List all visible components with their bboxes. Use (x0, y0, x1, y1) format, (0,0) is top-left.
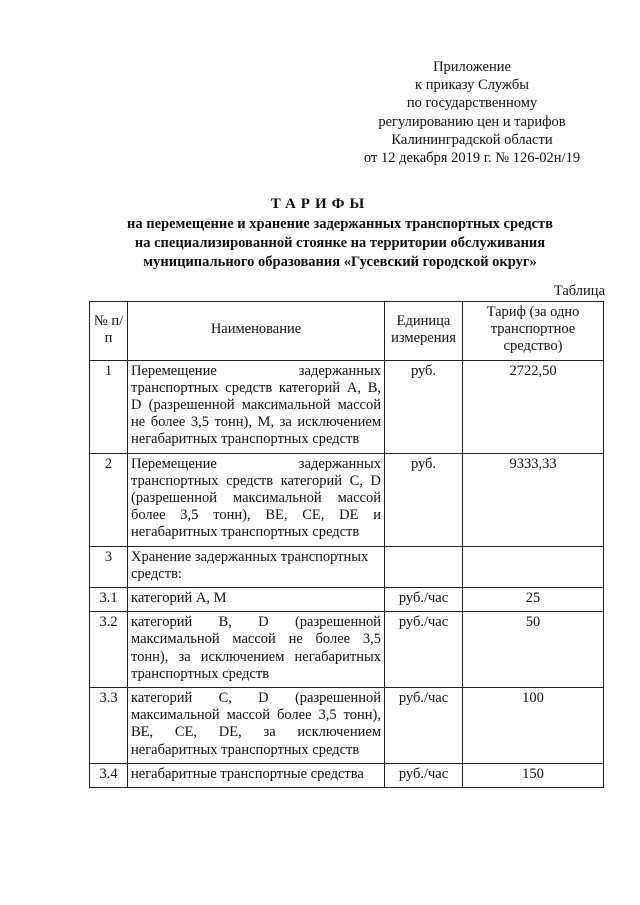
row-name: негабаритные транспортные средства (128, 763, 385, 787)
row-unit (385, 546, 463, 587)
table-row (90, 612, 604, 688)
row-tariff: 25 (463, 588, 604, 612)
row-tariff (463, 546, 604, 587)
row-num: 3 (90, 546, 128, 587)
row-tariff: 9333,33 (463, 453, 604, 546)
row-tariff: 50 (463, 612, 604, 688)
row-unit: руб./час (385, 688, 463, 764)
row-num: 2 (90, 453, 128, 546)
tariffs-table (89, 301, 604, 788)
row-unit: руб. (385, 360, 463, 453)
row-name: категорий B, D (разрешенной максимальной массой не более 3,5 тонн), за исключением негабаритных транспортных средств (128, 612, 385, 688)
table-row (90, 763, 604, 787)
document-subtitle (60, 215, 620, 272)
row-unit: руб./час (385, 763, 463, 787)
table-label: Таблица (553, 283, 605, 299)
row-name: категорий C, D (разрешенной максимальной массой более 3,5 тонн), BE, CE, DE, за исключением негабаритных транспортных средств (128, 688, 385, 764)
appendix-header (342, 58, 602, 167)
table-row (90, 588, 604, 612)
table-row (90, 688, 604, 764)
row-name: Хранение задержанных транспортных средств: (128, 546, 385, 587)
table-row (90, 453, 604, 546)
table-row (90, 360, 604, 453)
header-num: № п/п (90, 302, 128, 361)
table-header-row (90, 302, 604, 361)
header-name: Наименование (128, 302, 385, 361)
row-name: Перемещение задержанных транспортных средств категорий A, B, D (разрешенной максимальной массой не более 3,5 тонн), M, за исключением негабаритных транспортных средств (128, 360, 385, 453)
row-tariff: 100 (463, 688, 604, 764)
appendix-line: Приложение (433, 59, 511, 75)
row-num: 1 (90, 360, 128, 453)
appendix-line: регулированию цен и тарифов (378, 113, 566, 130)
row-tariff: 150 (463, 763, 604, 787)
appendix-line: от 12 декабря 2019 г. № 126-02н/19 (363, 150, 581, 167)
header-tariff: Тариф (за одно транспортное средство) (463, 302, 604, 361)
row-num: 3.1 (90, 588, 128, 612)
header-unit: Единица измерения (385, 302, 463, 361)
row-num: 3.2 (90, 612, 128, 688)
appendix-line: к приказу Службы (415, 77, 529, 94)
document-title: ТАРИФЫ (270, 196, 370, 212)
row-num: 3.4 (90, 763, 128, 787)
row-unit: руб./час (385, 588, 463, 612)
subtitle-line: муниципального образования «Гусевский городской округ» (143, 254, 537, 270)
subtitle-line: на перемещение и хранение задержанных транспортных средств (127, 216, 553, 232)
row-tariff: 2722,50 (463, 360, 604, 453)
subtitle-line: на специализированной стоянке на территории обслуживания (134, 235, 546, 251)
appendix-line: Калининградской области (391, 131, 553, 148)
table-row (90, 546, 604, 587)
appendix-line: по государственному (406, 95, 538, 112)
row-name: Перемещение задержанных транспортных средств категорий C, D (разрешенной максимальной массой более 3,5 тонн), BE, CE, DE и негабаритных транспортных средств (128, 453, 385, 546)
row-num: 3.3 (90, 688, 128, 764)
row-name: категорий A, M (128, 588, 385, 612)
row-unit: руб./час (385, 612, 463, 688)
row-unit: руб. (385, 453, 463, 546)
